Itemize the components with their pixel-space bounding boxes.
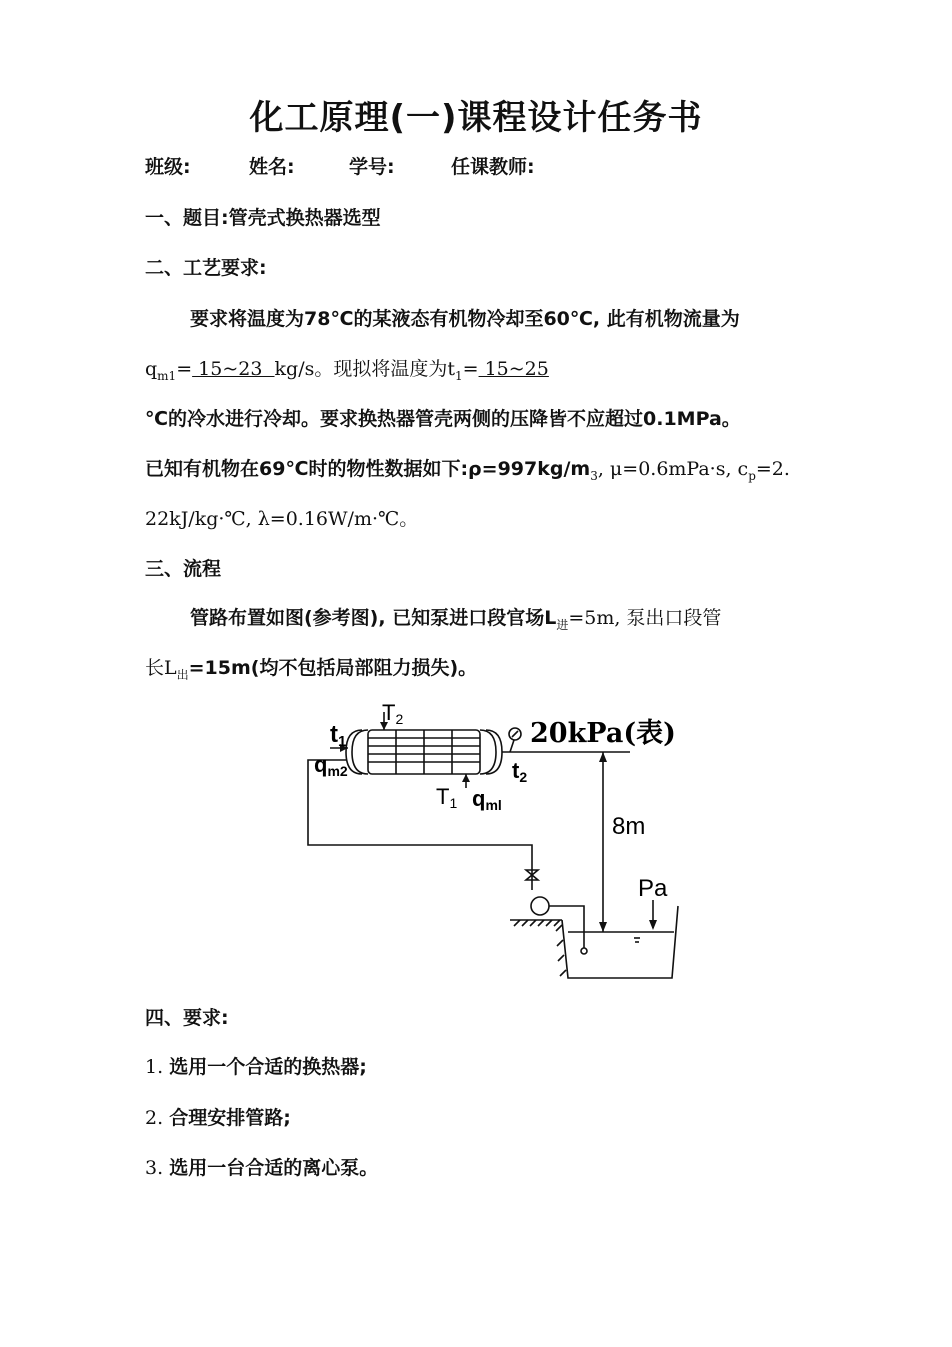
section2-para2-line2: 22kJ/kg·℃, λ=0.16W/m·℃。 [145, 508, 419, 530]
student-info-row [145, 152, 535, 179]
pressure-label: 20kPa(表) [530, 718, 676, 749]
requirement-item-2: 2. 合理安排管路; [145, 1107, 291, 1129]
name-label: 姓名: [249, 156, 295, 178]
centrifugal-pump [531, 897, 549, 915]
qm1-label: qml [472, 786, 502, 813]
section1 [145, 203, 381, 230]
t1-label: t1 [330, 721, 347, 750]
section4-heading: 四、要求: [145, 1007, 229, 1029]
requirement-item-3: 3. 选用一台合适的离心泵。 [145, 1157, 379, 1179]
section3-heading: 三、流程 [145, 558, 222, 580]
height-label: 8m [612, 813, 646, 840]
class-label: 班级: [145, 156, 191, 178]
qm2-label: qm2 [314, 752, 348, 779]
right-head [480, 730, 496, 774]
section2-para2-line1: 已知有机物在69℃时的物性数据如下$:\rho=997kg/m_3$, μ=0.6mPa·s, $c_p=2$. [145, 458, 790, 483]
teacher-label: 任课教师: [451, 156, 535, 178]
section2-heading: 二、工艺要求: [145, 257, 267, 279]
pump-discharge-pipe [308, 760, 532, 890]
section1-heading: 一、题目: [145, 207, 229, 229]
t2-label: t2 [512, 758, 528, 785]
section2-para1-line1: 要求将温度为78℃的某液态有机物冷却至60℃, 此有机物流量为 [190, 308, 740, 330]
section1-topic: 管壳式换热器选型 [228, 207, 381, 229]
student-id-label: 学号: [349, 156, 395, 178]
left-head [352, 730, 368, 774]
requirement-item-1: 1. 选用一个合适的换热器; [145, 1056, 367, 1078]
page-title: 化工原理(一)课程设计任务书 [249, 98, 703, 138]
section2-para1-line2: $q_{m1}=$ 15~23 kg/s。现拟将温度为$t_1=$ 15~25 [145, 358, 549, 383]
section2-para1-line3: ℃的冷水进行冷却。要求换热器管壳两侧的压降皆不应超过0.1MPa。 [145, 408, 741, 430]
t1-value: 15~25 [478, 358, 549, 380]
pa-label: Pa [638, 875, 668, 902]
section3-para-line2: 长$L_出=15m$(均不包括局部阻力损失)。 [145, 657, 478, 682]
storage-tank [562, 906, 678, 978]
section3-para-line1: 管路布置如图(参考图), 已知泵进口段官场$L_进=5m$, 泵出口段管 [190, 607, 722, 632]
qm1-value: 15~23 [192, 358, 275, 380]
T1-label: T1 [436, 784, 458, 811]
process-flow-diagram [300, 700, 700, 985]
T2-label: T2 [382, 700, 404, 727]
